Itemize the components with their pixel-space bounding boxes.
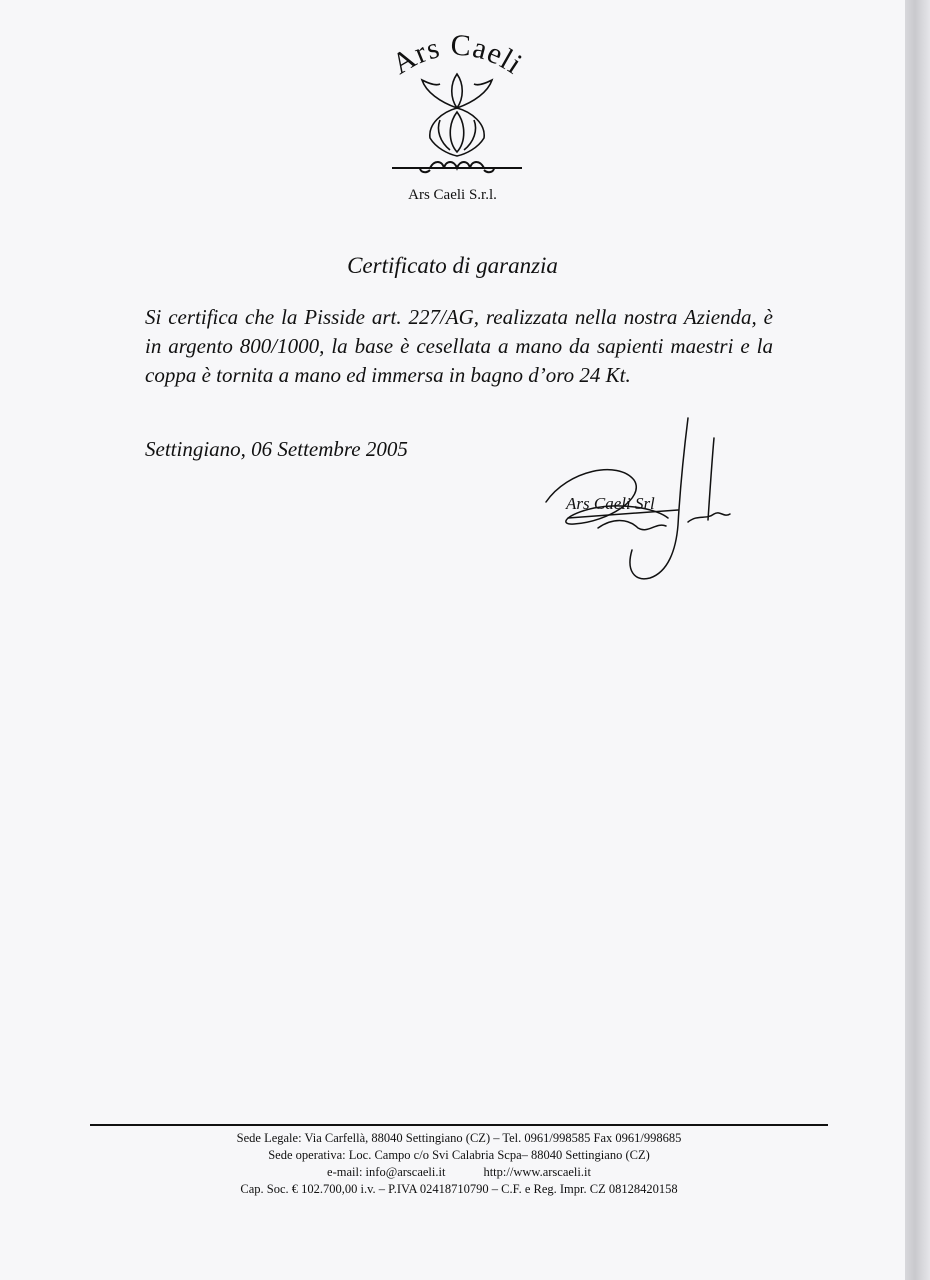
handwritten-signature: [538, 410, 748, 585]
certificate-title: Certificato di garanzia: [347, 253, 558, 278]
footer-operating-office: Sede operativa: Loc. Campo c/o Svi Calabria Scpa– 88040 Settingiano (CZ): [268, 1148, 650, 1162]
footer-contacts: [90, 1164, 828, 1181]
svg-text:Ars Caeli: [386, 29, 528, 81]
company-name: Ars Caeli S.r.l.: [408, 187, 497, 203]
letterhead-footer: [90, 1130, 828, 1198]
footer-registered-office: Sede Legale: Via Carfellà, 88040 Settingiano (CZ) – Tel. 0961/998585 Fax 0961/998685: [236, 1131, 682, 1145]
logo-brand-text: Ars Caeli: [386, 28, 529, 82]
footer-email: e-mail: info@arscaeli.it: [327, 1165, 446, 1179]
footer-website: http://www.arscaeli.it: [483, 1165, 591, 1179]
date-line: Settingiano, 06 Settembre 2005: [145, 437, 408, 461]
scan-edge-shadow: [905, 0, 930, 1280]
signature-stamp-text: Ars Caeli Srl: [566, 494, 655, 513]
footer-registration: Cap. Soc. € 102.700,00 i.v. – P.IVA 02418710790 – C.F. e Reg. Impr. CZ 08128420158: [240, 1182, 678, 1196]
certificate-body: Si certifica che la Pisside art. 227/AG, realizzata nella nostra Azienda, è in argento 800/1000, la base è cesellata a mano da sapienti maestri e la coppa è tornita a mano ed immersa in bagno d’oro 24 Kt.: [145, 305, 773, 387]
ars-caeli-logo: [370, 28, 545, 178]
footer-divider: [90, 1124, 828, 1126]
